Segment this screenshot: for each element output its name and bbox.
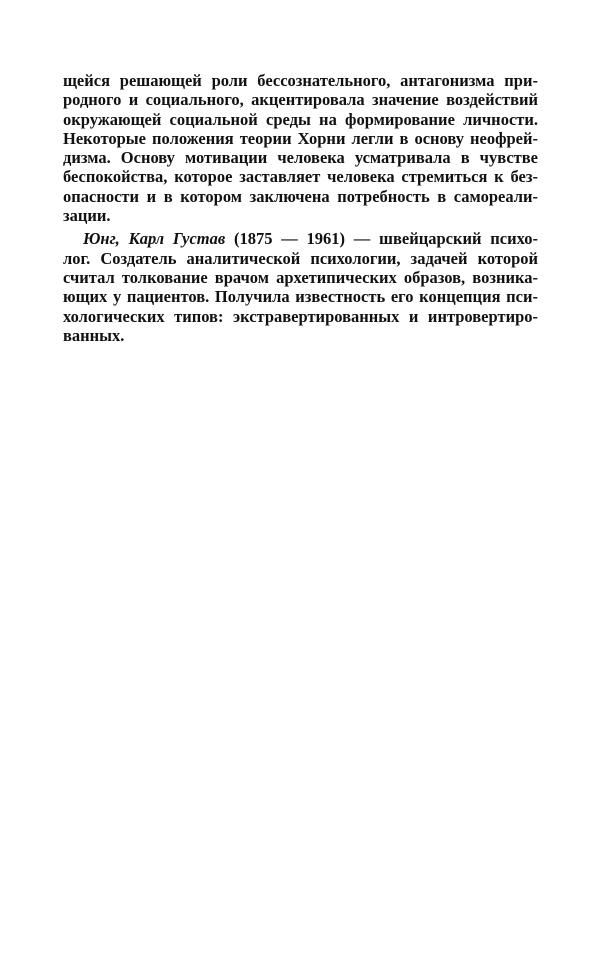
text-line: зации. [63, 206, 111, 226]
entry-dates: (1875 — 1961) — швейцарский психо- [225, 229, 538, 249]
text-line [63, 229, 538, 248]
text-line: ющих у пациентов. Получила известность его концепция пси- [63, 287, 538, 307]
paragraph-horney [63, 71, 538, 225]
text-line: считал толкование врачом архетипических образов, возника- [63, 267, 538, 287]
entry-name: Юнг, Карл Густав [83, 229, 226, 249]
text-line: родного и социального, акцентировала значение воздействий [63, 90, 538, 110]
text-line: дизма. Основу мотивации человека усматривала в чувстве [63, 148, 538, 168]
text-line: лог. Создатель аналитической психологии, задачей которой [63, 248, 538, 268]
text-line: окружающей социальной среды на формирование личности. [63, 109, 538, 129]
text-line: щейся решающей роли бессознательного, антагонизма при- [63, 71, 538, 90]
text-line: хологических типов: экстравертированных и интровертиро- [63, 306, 538, 326]
text-line: Некоторые положения теории Хорни легли в основу неофрей- [63, 128, 538, 148]
paragraph-jung [63, 229, 538, 345]
text-line: беспокойства, которое заставляет человека стремиться к без- [63, 167, 538, 187]
text-line: ванных. [63, 325, 125, 345]
text-line: опасности и в котором заключена потребность в самореали- [63, 186, 538, 206]
page-text [63, 71, 538, 345]
